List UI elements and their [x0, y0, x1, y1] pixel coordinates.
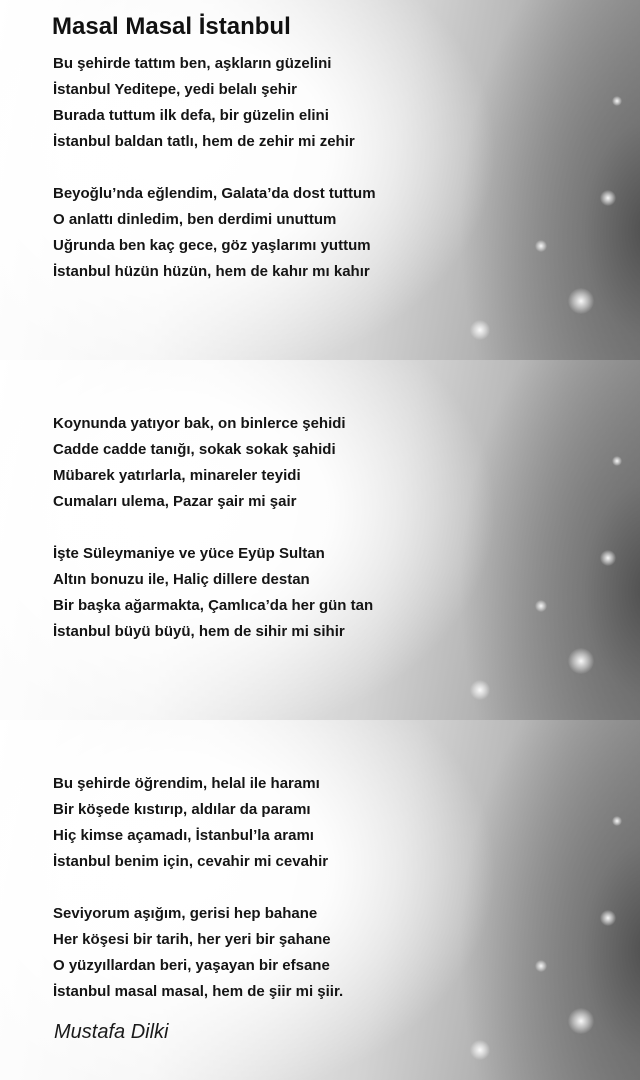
- poem-line: Cadde cadde tanığı, sokak sokak şahidi: [53, 441, 336, 458]
- poem-line: Bu şehirde tattım ben, aşkların güzelini: [53, 55, 332, 72]
- bokeh-sparkle: [535, 240, 547, 252]
- poem-line: Beyoğlu’nda eğlendim, Galata’da dost tuttum: [53, 185, 376, 202]
- poem-line: Mübarek yatırlarla, minareler teyidi: [53, 467, 301, 484]
- poem-line: İstanbul Yeditepe, yedi belalı şehir: [53, 81, 297, 98]
- poem-line: İstanbul büyü büyü, hem de sihir mi sihir: [53, 623, 345, 640]
- poem-line: Seviyorum aşığım, gerisi hep bahane: [53, 905, 318, 922]
- poem-panel-1: [0, 0, 640, 360]
- poem-line: Cumaları ulema, Pazar şair mi şair: [53, 493, 297, 510]
- poem-line: Bu şehirde öğrendim, helal ile haramı: [53, 775, 320, 792]
- stanza-5: [53, 771, 328, 875]
- stanza-2: [53, 181, 376, 285]
- poem-line: Bir köşede kıstırıp, aldılar da paramı: [53, 801, 311, 818]
- poem-line: İstanbul hüzün hüzün, hem de kahır mı kahır: [53, 263, 370, 280]
- poem-line: İstanbul masal masal, hem de şiir mi şiir.: [53, 983, 344, 1000]
- poem-panel-3: [0, 720, 640, 1080]
- stanza-1: [53, 51, 355, 155]
- poem-line: Koynunda yatıyor bak, on binlerce şehidi: [53, 415, 346, 432]
- poem-line: Uğrunda ben kaç gece, göz yaşlarımı yuttum: [53, 237, 371, 254]
- poem-line: İstanbul baldan tatlı, hem de zehir mi zehir: [53, 133, 355, 150]
- poem-line: İşte Süleymaniye ve yüce Eyüp Sultan: [53, 545, 325, 562]
- poem-line: Burada tuttum ilk defa, bir güzelin elini: [53, 107, 329, 124]
- bokeh-sparkle: [612, 456, 622, 466]
- bokeh-sparkle: [600, 550, 616, 566]
- bokeh-sparkle: [535, 960, 547, 972]
- poem-line: Altın bonuzu ile, Haliç dillere destan: [53, 571, 310, 588]
- poem-line: İstanbul benim için, cevahir mi cevahir: [53, 853, 329, 870]
- bokeh-sparkle: [568, 1008, 594, 1034]
- stanza-3: [53, 411, 346, 515]
- bokeh-sparkle: [470, 320, 490, 340]
- poem-line: Hiç kimse açamadı, İstanbul’la aramı: [53, 827, 314, 844]
- poem-title: Masal Masal İstanbul: [52, 13, 291, 40]
- bokeh-sparkle: [600, 190, 616, 206]
- poem-line: Her köşesi bir tarih, her yeri bir şahane: [53, 931, 331, 948]
- bokeh-sparkle: [470, 1040, 490, 1060]
- poem-panel-2: [0, 360, 640, 720]
- poem-author: Mustafa Dilki: [54, 1021, 169, 1043]
- stanza-6: [53, 901, 343, 1005]
- stanza-4: [53, 541, 373, 645]
- poem-line: Bir başka ağarmakta, Çamlıca’da her gün tan: [53, 597, 374, 614]
- bokeh-sparkle: [600, 910, 616, 926]
- poem-line: O anlattı dinledim, ben derdimi unuttum: [53, 211, 337, 228]
- bokeh-sparkle: [568, 288, 594, 314]
- bokeh-sparkle: [612, 96, 622, 106]
- bokeh-sparkle: [470, 680, 490, 700]
- bokeh-sparkle: [612, 816, 622, 826]
- bokeh-sparkle: [535, 600, 547, 612]
- bokeh-sparkle: [568, 648, 594, 674]
- poem-line: O yüzyıllardan beri, yaşayan bir efsane: [53, 957, 330, 974]
